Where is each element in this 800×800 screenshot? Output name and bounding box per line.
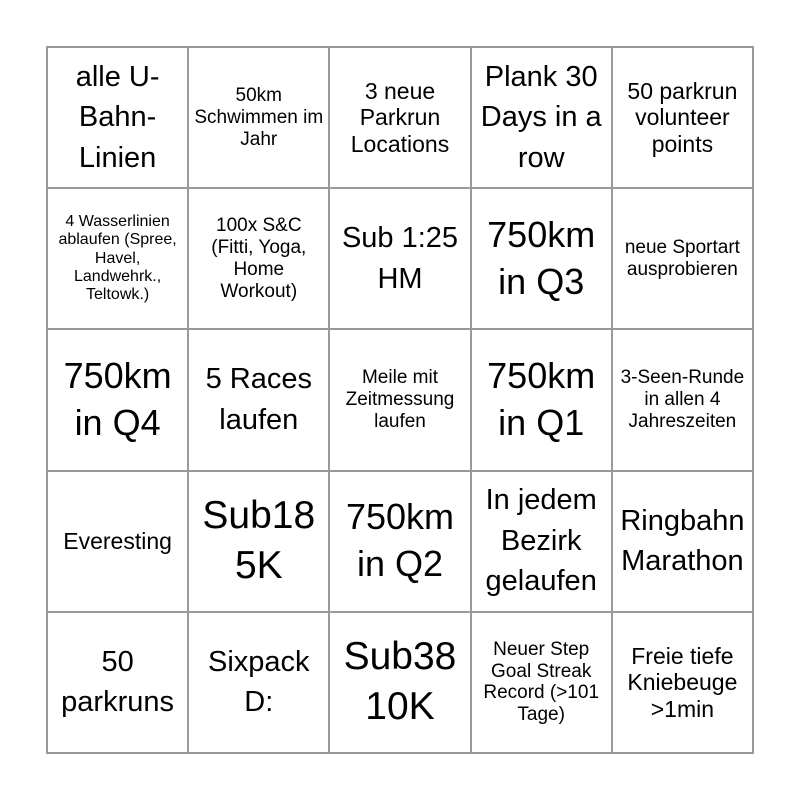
bingo-cell-12[interactable]: 5 Races laufen xyxy=(189,330,330,471)
bingo-board xyxy=(46,46,754,754)
bingo-cell-4[interactable]: Plank 30 Days in a row xyxy=(472,48,613,189)
bingo-cell-24[interactable]: Neuer Step Goal Streak Record (>101 Tage) xyxy=(472,613,613,754)
bingo-cell-8[interactable]: Sub 1:25 HM xyxy=(330,189,471,330)
bingo-cell-23[interactable]: Sub38 10K xyxy=(330,613,471,754)
bingo-cell-22[interactable]: Sixpack D: xyxy=(189,613,330,754)
bingo-cell-7[interactable]: 100x S&C (Fitti, Yoga, Home Workout) xyxy=(189,189,330,330)
bingo-cell-17[interactable]: Sub18 5K xyxy=(189,472,330,613)
bingo-cell-2[interactable]: 50km Schwimmen im Jahr xyxy=(189,48,330,189)
bingo-cell-20[interactable]: Ringbahn Marathon xyxy=(613,472,754,613)
bingo-cell-1[interactable]: alle U-Bahn-Linien xyxy=(48,48,189,189)
bingo-cell-9[interactable]: 750km in Q3 xyxy=(472,189,613,330)
bingo-cell-21[interactable]: 50 parkruns xyxy=(48,613,189,754)
bingo-cell-5[interactable]: 50 parkrun volunteer points xyxy=(613,48,754,189)
bingo-cell-25[interactable]: Freie tiefe Kniebeuge >1min xyxy=(613,613,754,754)
bingo-cell-10[interactable]: neue Sportart ausprobieren xyxy=(613,189,754,330)
bingo-cell-6[interactable]: 4 Wasserlinien ablaufen (Spree, Havel, Landwehrk., Teltowk.) xyxy=(48,189,189,330)
bingo-cell-19[interactable]: In jedem Bezirk gelaufen xyxy=(472,472,613,613)
bingo-cell-3[interactable]: 3 neue Parkrun Locations xyxy=(330,48,471,189)
bingo-cell-18[interactable]: 750km in Q2 xyxy=(330,472,471,613)
bingo-cell-14[interactable]: 750km in Q1 xyxy=(472,330,613,471)
bingo-cell-15[interactable]: 3-Seen-Runde in allen 4 Jahreszeiten xyxy=(613,330,754,471)
bingo-cell-16[interactable]: Everesting xyxy=(48,472,189,613)
bingo-cell-13[interactable]: Meile mit Zeitmessung laufen xyxy=(330,330,471,471)
bingo-cell-11[interactable]: 750km in Q4 xyxy=(48,330,189,471)
